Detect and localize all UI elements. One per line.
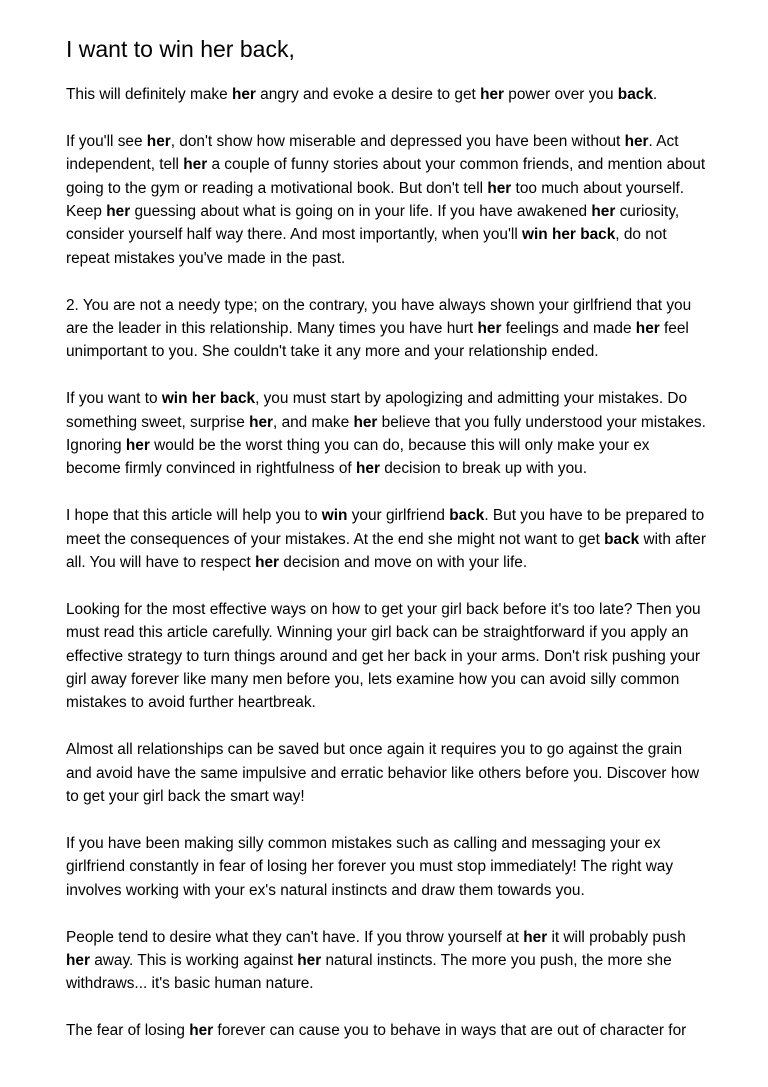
bold-keyword: her — [125, 437, 150, 455]
text-run: Looking for the most effective ways on how to get your girl back before it's too late? Then you must read this article carefully. Winning your girl back can be straightforward if you apply an effective strategy to turn things around and get her back in your arms. Don't risk pushing your girl away forever like many men before you, lets examine how you can avoid silly common mistakes to avoid further heartbreak. — [66, 600, 701, 712]
text-run: would be the worst thing you can do, because this will only make your ex become firmly convinced in rightfulness of — [66, 437, 650, 478]
text-run: 2. You are not a needy type; on the contrary, you have always shown your girlfriend that you are the leader in this relationship. Many times you have hurt — [66, 296, 692, 338]
text-run: believe that you fully understood your mistakes. Ignoring — [66, 413, 706, 455]
bold-keyword: her — [624, 132, 649, 150]
text-run: , do not repeat mistakes you've made in the past. — [66, 226, 667, 267]
paragraph — [66, 1019, 708, 1042]
text-run: a couple of funny stories about your common friends, and mention about going to the gym or reading a motivational book. But don't tell — [66, 156, 706, 197]
bold-keyword: her — [523, 928, 548, 946]
text-run: curiosity, consider yourself half way there. And most importantly, when you'll — [66, 203, 680, 244]
text-run: it will probably push — [547, 928, 686, 946]
text-run: decision and move on with your life. — [279, 554, 528, 572]
document-body — [66, 83, 708, 1043]
text-run: forever can cause you to behave in ways that are out of character for — [213, 1022, 687, 1040]
bold-keyword: win her back — [522, 226, 616, 244]
text-run: . — [652, 86, 658, 103]
text-run: decision to break up with you. — [379, 460, 587, 478]
bold-keyword: her — [477, 320, 502, 338]
paragraph — [66, 294, 708, 364]
text-run: feelings and made — [501, 320, 636, 338]
paragraph — [66, 83, 708, 106]
document-title: I want to win her back, — [66, 36, 295, 62]
text-run: too much about yourself. Keep — [66, 179, 685, 221]
paragraph — [66, 504, 708, 574]
bold-keyword: win — [321, 507, 348, 525]
bold-keyword: her — [106, 203, 131, 221]
paragraph — [66, 832, 708, 902]
bold-keyword: her — [249, 413, 274, 431]
paragraph — [66, 130, 708, 270]
text-run: feel unimportant to you. She couldn't take it any more and your relationship ended. — [66, 320, 689, 361]
bold-keyword: her — [480, 86, 505, 103]
paragraph — [66, 598, 708, 715]
bold-keyword: her — [66, 951, 90, 969]
bold-keyword: her — [183, 156, 208, 174]
text-run: This will definitely make — [66, 86, 232, 103]
text-run: Almost all relationships can be saved but once again it requires you to go against the grain and avoid have the same impulsive and erratic behavior like others before you. Discover how to get your girl back the smart way! — [66, 741, 700, 806]
bold-keyword: back — [449, 507, 485, 525]
text-run: , and make — [273, 413, 354, 431]
text-run: , you must start by apologizing and admitting your mistakes. Do something sweet, surprise — [66, 390, 688, 431]
text-run: I hope that this article will help you to — [66, 507, 322, 525]
text-run: If you'll see — [66, 132, 147, 150]
text-run: . But you have to be prepared to meet the consequences of your mistakes. At the end she might not want to get — [66, 507, 705, 548]
text-run: your girlfriend — [347, 507, 450, 525]
paragraph — [66, 926, 708, 996]
text-run: with after all. You will have to respect — [66, 530, 706, 572]
text-run: , don't show how miserable and depressed you have been without — [170, 132, 625, 150]
text-run: If you want to — [66, 390, 162, 408]
paragraph — [66, 738, 708, 808]
text-run: away. This is working against — [89, 951, 298, 969]
bold-keyword: her — [356, 460, 380, 478]
bold-keyword: her — [189, 1022, 214, 1040]
bold-keyword: her — [353, 413, 378, 431]
bold-keyword: back — [617, 86, 653, 103]
bold-keyword: her — [146, 132, 171, 150]
bold-keyword: her — [231, 86, 256, 103]
text-run: People tend to desire what they can't have. If you throw yourself at — [66, 928, 524, 946]
paragraph — [66, 387, 708, 481]
text-run: natural instincts. The more you push, the more she withdraws... it's basic human nature. — [66, 951, 672, 993]
bold-keyword: her — [591, 203, 616, 221]
text-run: If you have been making silly common mistakes such as calling and messaging your ex girlfriend constantly in fear of losing her forever you must stop immediately! The right way involves working with your ex's natural instincts and draw them towards you. — [66, 834, 674, 899]
bold-keyword: win her back — [161, 390, 256, 408]
text-run: angry and evoke a desire to get — [255, 86, 481, 103]
bold-keyword: her — [635, 320, 660, 338]
text-run: power over you — [504, 86, 618, 103]
bold-keyword: her — [255, 554, 280, 572]
bold-keyword: her — [297, 951, 322, 969]
text-run: The fear of losing — [66, 1022, 190, 1040]
text-run: guessing about what is going on in your life. If you have awakened — [130, 203, 592, 221]
bold-keyword: her — [487, 179, 512, 197]
bold-keyword: back — [604, 530, 640, 548]
text-run: . Act independent, tell — [66, 132, 679, 174]
